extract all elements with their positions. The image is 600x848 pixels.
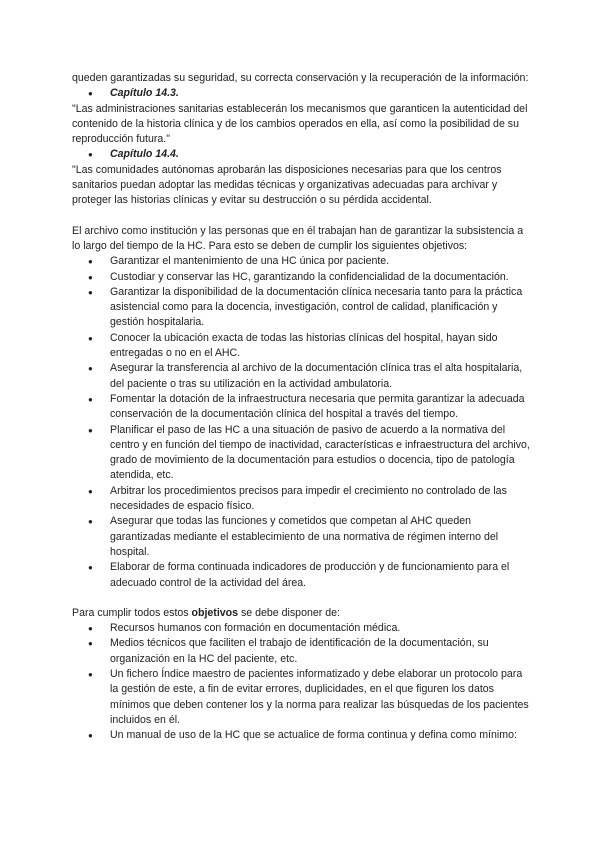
chapter-list-2 — [72, 147, 532, 162]
resources-intro — [72, 606, 532, 621]
archive-paragraph: El archivo como institución y las personas que en él trabajan han de garantizar la subsistencia a lo largo del tiempo de la HC. Para esto se deben de cumplir los siguientes objetivos: — [72, 224, 524, 252]
objectives-list — [72, 254, 532, 591]
list-item: ● Fomentar la dotación de la infraestructura necesaria que permita garantizar la adecuada conservación de la documentación clínica del hospital a través del tiempo. — [72, 392, 532, 423]
list-item: ● Elaborar de forma continuada indicadores de producción y de funcionamiento para el adecuado control de la actividad del área. — [72, 560, 532, 591]
resources-intro-before: Para cumplir todos estos — [72, 606, 192, 619]
list-item: ● Asegurar que todas las funciones y cometidos que competan al AHC queden garantizadas mediante el establecimiento de una normativa de régimen interno del hospital. — [72, 514, 532, 560]
chapter-quote: "Las comunidades autónomas aprobarán las disposiciones necesarias para que los centros sanitarios puedan adoptar las medidas técnicas y organizativas adecuadas para archivar y proteger las historias clínicas y evitar su destrucción o su pérdida accidental. — [72, 163, 502, 207]
document-body — [72, 71, 532, 743]
list-item: ● Medios técnicos que faciliten el trabajo de identificación de la documentación, su organización en la HC del paciente, etc. — [72, 636, 532, 667]
chapter-list-1 — [72, 86, 532, 101]
list-item: ● Planificar el paso de las HC a una situación de pasivo de acuerdo a la normativa del centro y en función del tiempo de inactividad, características e infraestructura del archivo, grado de movimiento de la documentación para estudios o docencia, tipo de patología atendida, etc. — [72, 423, 532, 484]
intro-continuation: queden garantizadas su seguridad, su correcta conservación y la recuperación de la información: — [72, 72, 529, 84]
paragraph-spacer — [72, 209, 532, 224]
list-item: ● Garantizar la disponibilidad de la documentación clínica necesaria tanto para la práctica asistencial como para la docencia, investigación, control de calidad, planificación y gestión hospitalaria. — [72, 285, 532, 331]
list-item: ● Un fichero Índice maestro de pacientes informatizado y debe elaborar un protocolo para la gestión de este, a fin de evitar errores, duplicidades, en el que figuren los datos mínimos que deben contener los y la norma para realizar las búsquedas de los pacientes incluidos en él. — [72, 667, 532, 728]
list-item: ● Arbitrar los procedimientos precisos para impedir el crecimiento no controlado de las necesidades de espacio físico. — [72, 484, 532, 515]
resources-list — [72, 621, 532, 743]
resources-intro-after: se debe disponer de: — [238, 606, 340, 619]
list-item: ● Custodiar y conservar las HC, garantizando la confidencialidad de la documentación. — [72, 270, 532, 285]
list-item: ● Un manual de uso de la HC que se actualice de forma continua y defina como mínimo: — [72, 728, 532, 743]
resources-intro-bold: objetivos — [191, 606, 239, 619]
paragraph-spacer — [72, 591, 532, 606]
chapter-heading: ● Capítulo 14.3. — [72, 86, 532, 101]
chapter-quote: "Las administraciones sanitarias establecerán los mecanismos que garanticen la autenticidad del contenido de la historia clínica y de los cambios operados en ella, así como la posibilidad de su reproducción futura." — [72, 102, 528, 146]
list-item: ● Asegurar la transferencia al archivo de la documentación clínica tras el alta hospitalaria, del paciente o tras su utilización en la actividad ambulatoria. — [72, 361, 532, 392]
list-item: ● Recursos humanos con formación en documentación médica. — [72, 621, 532, 636]
list-item: ● Garantizar el mantenimiento de una HC única por paciente. — [72, 254, 532, 269]
list-item: ● Conocer la ubicación exacta de todas las historias clínicas del hospital, hayan sido entregadas o no en el AHC. — [72, 331, 532, 362]
chapter-heading: ● Capítulo 14.4. — [72, 147, 532, 162]
